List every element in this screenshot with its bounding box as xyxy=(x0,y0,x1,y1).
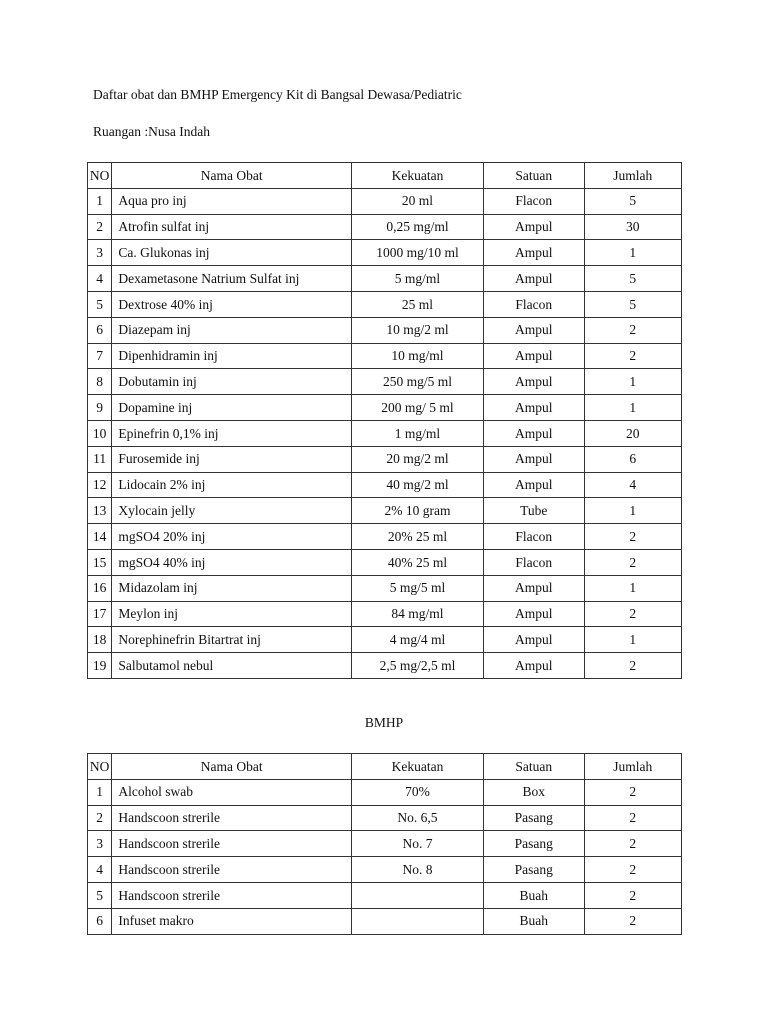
table-row xyxy=(88,343,682,369)
cell-unit: Flacon xyxy=(483,291,584,317)
cell-unit: Ampul xyxy=(483,627,584,653)
table-row xyxy=(88,395,682,421)
header-strength: Kekuatan xyxy=(351,754,483,780)
cell-no: 18 xyxy=(88,627,112,653)
table-header-row xyxy=(88,163,682,189)
cell-strength: 40% 25 ml xyxy=(351,549,483,575)
table-row xyxy=(88,472,682,498)
cell-name: Meylon inj xyxy=(112,601,352,627)
cell-qty: 5 xyxy=(584,188,682,214)
cell-qty: 1 xyxy=(584,369,682,395)
cell-qty: 2 xyxy=(584,857,682,883)
table-row xyxy=(88,575,682,601)
cell-name: Midazolam inj xyxy=(112,575,352,601)
cell-strength xyxy=(351,908,483,934)
table-row xyxy=(88,498,682,524)
cell-unit: Ampul xyxy=(483,343,584,369)
bmhp-section-title: BMHP xyxy=(364,715,404,730)
table-header-row xyxy=(88,754,682,780)
cell-name: Aqua pro inj xyxy=(112,188,352,214)
header-no: NO xyxy=(88,163,112,189)
cell-strength: 200 mg/ 5 ml xyxy=(351,395,483,421)
cell-strength xyxy=(351,882,483,908)
table-row xyxy=(88,601,682,627)
cell-no: 16 xyxy=(88,575,112,601)
cell-no: 14 xyxy=(88,524,112,550)
cell-no: 7 xyxy=(88,343,112,369)
cell-qty: 2 xyxy=(584,549,682,575)
table-row xyxy=(88,524,682,550)
cell-strength: 2,5 mg/2,5 ml xyxy=(351,653,483,679)
cell-no: 11 xyxy=(88,446,112,472)
obat-table xyxy=(87,162,682,679)
table-row xyxy=(88,266,682,292)
table-row xyxy=(88,908,682,934)
cell-strength: 4 mg/4 ml xyxy=(351,627,483,653)
table-row xyxy=(88,779,682,805)
cell-no: 1 xyxy=(88,779,112,805)
cell-qty: 2 xyxy=(584,653,682,679)
cell-no: 10 xyxy=(88,420,112,446)
cell-no: 13 xyxy=(88,498,112,524)
header-no: NO xyxy=(88,754,112,780)
cell-no: 8 xyxy=(88,369,112,395)
cell-strength: 0,25 mg/ml xyxy=(351,214,483,240)
cell-strength: No. 8 xyxy=(351,857,483,883)
cell-qty: 2 xyxy=(584,524,682,550)
cell-strength: 84 mg/ml xyxy=(351,601,483,627)
document-title: Daftar obat dan BMHP Emergency Kit di Bangsal Dewasa/Pediatric xyxy=(93,87,462,102)
table-row xyxy=(88,627,682,653)
cell-unit: Pasang xyxy=(483,805,584,831)
cell-qty: 2 xyxy=(584,805,682,831)
cell-unit: Ampul xyxy=(483,266,584,292)
cell-no: 15 xyxy=(88,549,112,575)
header-name: Nama Obat xyxy=(112,163,352,189)
cell-unit: Ampul xyxy=(483,369,584,395)
cell-unit: Tube xyxy=(483,498,584,524)
cell-strength: 1000 mg/10 ml xyxy=(351,240,483,266)
cell-name: Salbutamol nebul xyxy=(112,653,352,679)
cell-name: Norephinefrin Bitartrat inj xyxy=(112,627,352,653)
cell-name: mgSO4 20% inj xyxy=(112,524,352,550)
cell-strength: 40 mg/2 ml xyxy=(351,472,483,498)
cell-name: Atrofin sulfat inj xyxy=(112,214,352,240)
cell-strength: 20 ml xyxy=(351,188,483,214)
cell-qty: 1 xyxy=(584,627,682,653)
table-row xyxy=(88,369,682,395)
header-qty: Jumlah xyxy=(584,754,682,780)
cell-strength: 10 mg/ml xyxy=(351,343,483,369)
room-label: Ruangan :Nusa Indah xyxy=(93,124,210,139)
cell-qty: 1 xyxy=(584,498,682,524)
cell-no: 4 xyxy=(88,266,112,292)
cell-name: Epinefrin 0,1% inj xyxy=(112,420,352,446)
cell-strength: No. 7 xyxy=(351,831,483,857)
table-row xyxy=(88,857,682,883)
cell-name: Dobutamin inj xyxy=(112,369,352,395)
cell-no: 12 xyxy=(88,472,112,498)
cell-name: Lidocain 2% inj xyxy=(112,472,352,498)
header-unit: Satuan xyxy=(483,754,584,780)
cell-qty: 2 xyxy=(584,343,682,369)
cell-name: Handscoon strerile xyxy=(112,882,352,908)
cell-no: 4 xyxy=(88,857,112,883)
cell-no: 3 xyxy=(88,831,112,857)
cell-unit: Ampul xyxy=(483,214,584,240)
cell-strength: 2% 10 gram xyxy=(351,498,483,524)
cell-qty: 1 xyxy=(584,395,682,421)
table-row xyxy=(88,420,682,446)
header-strength: Kekuatan xyxy=(351,163,483,189)
cell-unit: Ampul xyxy=(483,601,584,627)
table-row xyxy=(88,653,682,679)
cell-qty: 2 xyxy=(584,831,682,857)
cell-qty: 1 xyxy=(584,240,682,266)
cell-unit: Ampul xyxy=(483,317,584,343)
cell-unit: Flacon xyxy=(483,549,584,575)
cell-qty: 4 xyxy=(584,472,682,498)
cell-strength: 25 ml xyxy=(351,291,483,317)
cell-qty: 2 xyxy=(584,779,682,805)
cell-unit: Ampul xyxy=(483,472,584,498)
cell-no: 3 xyxy=(88,240,112,266)
cell-name: Dextrose 40% inj xyxy=(112,291,352,317)
cell-unit: Buah xyxy=(483,908,584,934)
cell-strength: 5 mg/5 ml xyxy=(351,575,483,601)
table-row xyxy=(88,805,682,831)
cell-qty: 30 xyxy=(584,214,682,240)
header-unit: Satuan xyxy=(483,163,584,189)
cell-unit: Ampul xyxy=(483,446,584,472)
cell-no: 17 xyxy=(88,601,112,627)
cell-qty: 6 xyxy=(584,446,682,472)
cell-no: 6 xyxy=(88,317,112,343)
cell-unit: Ampul xyxy=(483,395,584,421)
cell-name: Dopamine inj xyxy=(112,395,352,421)
cell-name: Dipenhidramin inj xyxy=(112,343,352,369)
cell-no: 19 xyxy=(88,653,112,679)
cell-unit: Ampul xyxy=(483,240,584,266)
cell-name: mgSO4 40% inj xyxy=(112,549,352,575)
cell-no: 2 xyxy=(88,805,112,831)
header-qty: Jumlah xyxy=(584,163,682,189)
cell-qty: 1 xyxy=(584,575,682,601)
table-row xyxy=(88,831,682,857)
cell-unit: Pasang xyxy=(483,857,584,883)
cell-strength: 70% xyxy=(351,779,483,805)
cell-qty: 2 xyxy=(584,882,682,908)
cell-name: Ca. Glukonas inj xyxy=(112,240,352,266)
cell-qty: 2 xyxy=(584,317,682,343)
cell-name: Diazepam inj xyxy=(112,317,352,343)
cell-name: Furosemide inj xyxy=(112,446,352,472)
cell-unit: Ampul xyxy=(483,575,584,601)
cell-strength: 20% 25 ml xyxy=(351,524,483,550)
cell-strength: No. 6,5 xyxy=(351,805,483,831)
cell-strength: 20 mg/2 ml xyxy=(351,446,483,472)
cell-strength: 250 mg/5 ml xyxy=(351,369,483,395)
cell-name: Dexametasone Natrium Sulfat inj xyxy=(112,266,352,292)
table-row xyxy=(88,240,682,266)
cell-qty: 5 xyxy=(584,266,682,292)
table-row xyxy=(88,882,682,908)
cell-qty: 20 xyxy=(584,420,682,446)
cell-no: 9 xyxy=(88,395,112,421)
cell-name: Infuset makro xyxy=(112,908,352,934)
cell-strength: 10 mg/2 ml xyxy=(351,317,483,343)
table-row xyxy=(88,446,682,472)
cell-no: 6 xyxy=(88,908,112,934)
table-row xyxy=(88,291,682,317)
cell-unit: Ampul xyxy=(483,653,584,679)
cell-no: 2 xyxy=(88,214,112,240)
cell-name: Alcohol swab xyxy=(112,779,352,805)
bmhp-table xyxy=(87,753,682,935)
cell-strength: 1 mg/ml xyxy=(351,420,483,446)
cell-qty: 2 xyxy=(584,908,682,934)
cell-name: Xylocain jelly xyxy=(112,498,352,524)
cell-unit: Buah xyxy=(483,882,584,908)
cell-no: 5 xyxy=(88,882,112,908)
cell-unit: Ampul xyxy=(483,420,584,446)
cell-name: Handscoon strerile xyxy=(112,857,352,883)
cell-name: Handscoon strerile xyxy=(112,805,352,831)
cell-no: 5 xyxy=(88,291,112,317)
table-row xyxy=(88,549,682,575)
table-row xyxy=(88,214,682,240)
cell-qty: 5 xyxy=(584,291,682,317)
cell-strength: 5 mg/ml xyxy=(351,266,483,292)
table-row xyxy=(88,317,682,343)
cell-name: Handscoon strerile xyxy=(112,831,352,857)
cell-qty: 2 xyxy=(584,601,682,627)
cell-no: 1 xyxy=(88,188,112,214)
header-name: Nama Obat xyxy=(112,754,352,780)
cell-unit: Flacon xyxy=(483,524,584,550)
table-row xyxy=(88,188,682,214)
cell-unit: Box xyxy=(483,779,584,805)
cell-unit: Pasang xyxy=(483,831,584,857)
cell-unit: Flacon xyxy=(483,188,584,214)
